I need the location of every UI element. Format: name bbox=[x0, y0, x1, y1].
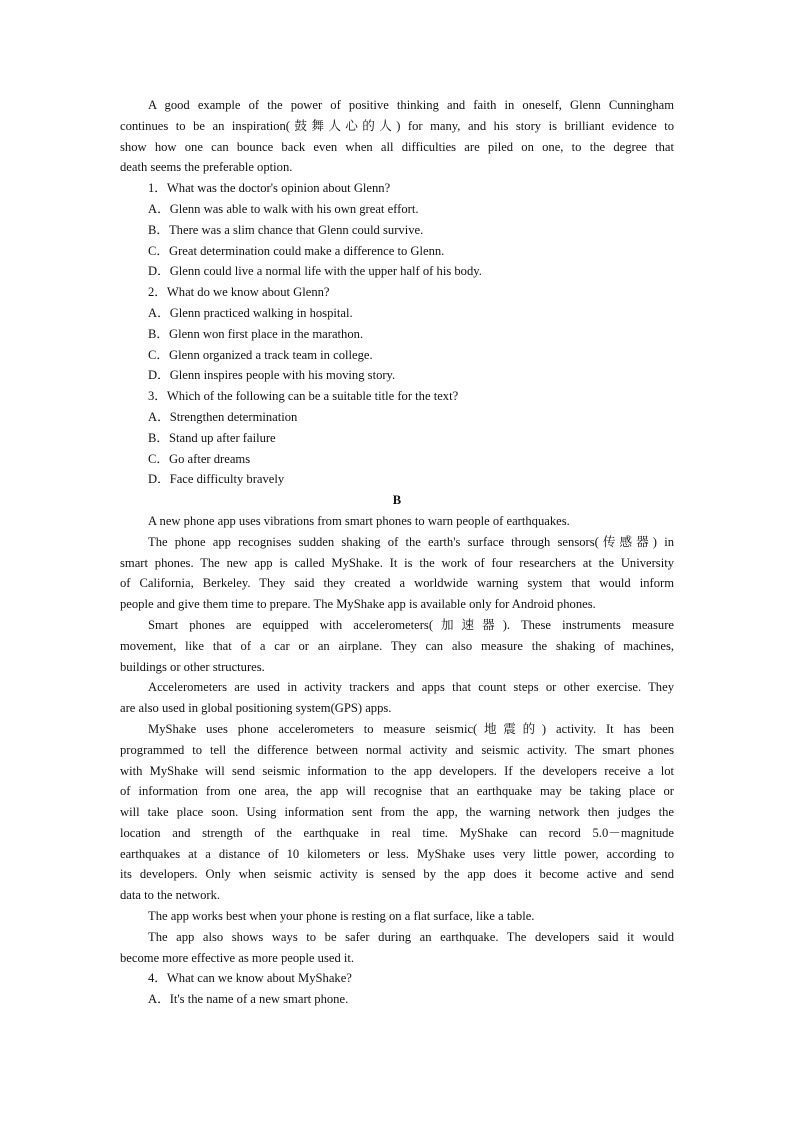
answer-option: A．It's the name of a new smart phone. bbox=[148, 992, 349, 1007]
paragraph-line: MyShake uses phone accelerometers to measure seismic(地震的) activity. It has been bbox=[148, 721, 674, 736]
answer-option: C．Go after dreams bbox=[148, 451, 251, 466]
question-stem: 3．Which of the following can be a suitable title for the text? bbox=[148, 389, 459, 404]
paragraph-line: people and give them time to prepare. The MyShake app is available only for Android phones. bbox=[120, 597, 596, 612]
question-4 bbox=[120, 968, 674, 1010]
answer-option: C．Great determination could make a difference to Glenn. bbox=[148, 243, 445, 258]
paragraph-line: are also used in global positioning system(GPS) apps. bbox=[120, 701, 392, 716]
paragraph-line: its developers. Only when seismic activity is sensed by the app does it become active and send bbox=[120, 867, 674, 882]
paragraph-line: Smart phones are equipped with accelerometers(加速器). These instruments measure bbox=[148, 617, 674, 632]
paragraph-line: will take place soon. Using information sent from the app, the warning network then judges the bbox=[120, 805, 674, 820]
paragraph-line: continues to be an inspiration(鼓舞人心的人) for many, and his story is brilliant evidence to bbox=[120, 118, 674, 133]
paragraph-line: movement, like that of a car or an airplane. They can also measure the shaking of machines, bbox=[120, 638, 674, 653]
answer-option: D．Glenn inspires people with his moving story. bbox=[148, 368, 396, 383]
paragraph-line: show how one can bounce back even when all difficulties are piled on one, to the degree that bbox=[120, 139, 674, 154]
answer-option: A．Glenn practiced walking in hospital. bbox=[148, 305, 353, 320]
paragraph-line: The app works best when your phone is resting on a flat surface, like a table. bbox=[148, 909, 535, 924]
question-stem: 2．What do we know about Glenn? bbox=[148, 285, 330, 300]
section-heading: B bbox=[392, 493, 402, 508]
paragraph-line: become more effective as more people used it. bbox=[120, 950, 355, 965]
answer-option: B．Stand up after failure bbox=[148, 430, 276, 445]
paragraph-line: of information from one area, the app will recognise that an earthquake may be taking place or bbox=[120, 784, 674, 799]
passage-a-conclusion bbox=[120, 95, 674, 178]
paragraph-line: Accelerometers are used in activity trackers and apps that count steps or other exercise. They bbox=[148, 680, 674, 695]
content-column bbox=[120, 95, 674, 1010]
paragraph-line: smart phones. The new app is called MyShake. It is the work of four researchers at the University bbox=[120, 555, 674, 570]
paragraph-line: A new phone app uses vibrations from smart phones to warn people of earthquakes. bbox=[148, 513, 570, 528]
answer-option: C．Glenn organized a track team in college. bbox=[148, 347, 373, 362]
paragraph-line: death seems the preferable option. bbox=[120, 160, 293, 175]
answer-option: B．There was a slim chance that Glenn could survive. bbox=[148, 222, 424, 237]
paragraph-line: with MyShake will send seismic information to the app developers. If the developers receive a lot bbox=[120, 763, 674, 778]
paragraph-line: buildings or other structures. bbox=[120, 659, 265, 674]
paragraph-line: location and strength of the earthquake in real time. MyShake can record 5.0－magnitude bbox=[120, 825, 674, 840]
answer-option: D．Glenn could live a normal life with the upper half of his body. bbox=[148, 264, 482, 279]
paragraph-line: of California, Berkeley. They said they created a worldwide warning system that would inform bbox=[120, 576, 674, 591]
question-2 bbox=[120, 282, 674, 386]
question-1 bbox=[120, 178, 674, 282]
paragraph-line: data to the network. bbox=[120, 888, 221, 903]
answer-option: D．Face difficulty bravely bbox=[148, 472, 285, 487]
answer-option: B．Glenn won first place in the marathon. bbox=[148, 326, 364, 341]
paragraph-line: The phone app recognises sudden shaking of the earth's surface through sensors(传感器) in bbox=[148, 534, 674, 549]
paragraph-line: earthquakes at a distance of 10 kilometers or less. MyShake uses very little power, according to bbox=[120, 846, 674, 861]
question-stem: 1．What was the doctor's opinion about Glenn? bbox=[148, 181, 391, 196]
answer-option: A．Strengthen determination bbox=[148, 409, 298, 424]
paragraph-line: programmed to tell the difference between normal activity and seismic activity. The smart phones bbox=[120, 742, 674, 757]
question-3 bbox=[120, 386, 674, 490]
passage-b bbox=[120, 511, 674, 969]
paragraph-line: The app also shows ways to be safer during an earthquake. The developers said it would bbox=[148, 929, 674, 944]
answer-option: A．Glenn was able to walk with his own great effort. bbox=[148, 201, 419, 216]
paragraph-line: A good example of the power of positive thinking and faith in oneself, Glenn Cunningham bbox=[148, 98, 674, 112]
question-stem: 4．What can we know about MyShake? bbox=[148, 971, 352, 986]
